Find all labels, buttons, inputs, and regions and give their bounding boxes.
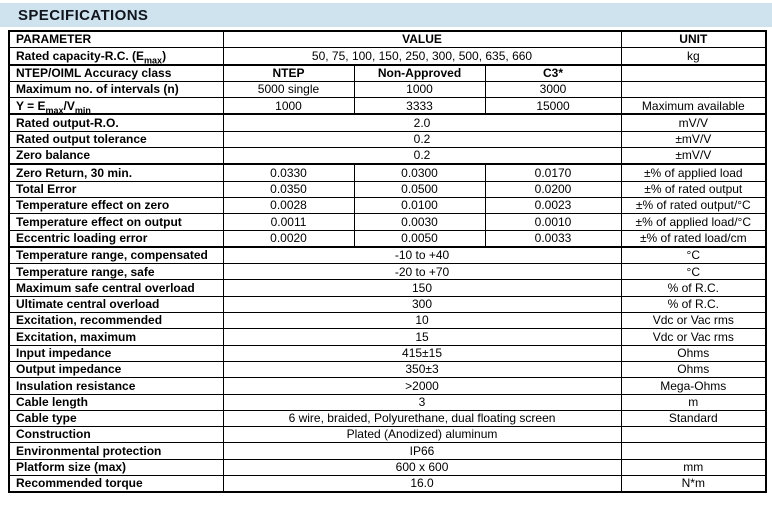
value-cell: 3 [223,394,621,410]
unit-cell: ±% of rated output/°C [621,197,766,213]
value-cell: NTEP [223,65,354,82]
unit-cell [621,81,766,97]
parameter-cell: Platform size (max) [9,459,223,475]
value-cell: 415±15 [223,345,621,361]
unit-cell [621,427,766,443]
table-row [9,476,766,493]
parameter-cell: Construction [9,427,223,443]
value-cell: 16.0 [223,476,621,493]
parameter-cell: Cable type [9,410,223,426]
unit-cell: mV/V [621,114,766,131]
parameter-cell: Output impedance [9,361,223,377]
table-row [9,264,766,280]
value-cell: 0.0300 [354,164,485,181]
parameter-cell: Ultimate central overload [9,296,223,312]
value-cell: 0.0050 [354,230,485,247]
value-cell: 5000 single [223,81,354,97]
value-cell: 600 x 600 [223,459,621,475]
value-cell: 0.0200 [485,181,621,197]
table-row [9,427,766,443]
unit-cell: kg [621,48,766,65]
value-cell: 3333 [354,98,485,115]
value-cell: 0.0028 [223,197,354,213]
table-row [9,410,766,426]
table-row [9,131,766,147]
unit-cell: Vdc or Vac rms [621,329,766,345]
parameter-cell: Maximum safe central overload [9,280,223,296]
unit-cell [621,443,766,459]
unit-cell: Maximum available [621,98,766,115]
unit-cell: Ohms [621,361,766,377]
value-cell: 15 [223,329,621,345]
table-row [9,164,766,181]
table-row [9,459,766,475]
table-header-row [9,31,766,48]
table-row [9,214,766,230]
unit-cell [621,65,766,82]
unit-cell: ±% of applied load/°C [621,214,766,230]
table-row [9,329,766,345]
table-row [9,313,766,329]
parameter-cell: Recommended torque [9,476,223,493]
parameter-cell: Excitation, maximum [9,329,223,345]
value-cell: 10 [223,313,621,329]
value-cell: 0.0030 [354,214,485,230]
value-cell: Non-Approved [354,65,485,82]
parameter-cell: NTEP/OIML Accuracy class [9,65,223,82]
unit-cell: mm [621,459,766,475]
table-row [9,394,766,410]
value-cell: 0.0011 [223,214,354,230]
unit-cell: % of R.C. [621,280,766,296]
value-cell: 0.2 [223,131,621,147]
value-cell: 0.0350 [223,181,354,197]
value-cell: 15000 [485,98,621,115]
unit-cell: ±% of applied load [621,164,766,181]
parameter-cell: Temperature effect on zero [9,197,223,213]
table-row [9,378,766,394]
unit-cell: Mega-Ohms [621,378,766,394]
table-row [9,65,766,82]
parameter-cell: Cable length [9,394,223,410]
unit-cell: N*m [621,476,766,493]
header-value: VALUE [223,31,621,48]
parameter-cell: Zero Return, 30 min. [9,164,223,181]
unit-cell: ±% of rated load/cm [621,230,766,247]
unit-cell: Standard [621,410,766,426]
parameter-cell: Temperature range, safe [9,264,223,280]
value-cell: 150 [223,280,621,296]
spec-table-body [9,48,766,493]
value-cell: -20 to +70 [223,264,621,280]
parameter-cell: Input impedance [9,345,223,361]
value-cell: 1000 [223,98,354,115]
unit-cell: % of R.C. [621,296,766,312]
table-row [9,197,766,213]
parameter-cell: Excitation, recommended [9,313,223,329]
value-cell: 3000 [485,81,621,97]
parameter-cell: Rated output-R.O. [9,114,223,131]
table-row [9,98,766,115]
table-row [9,361,766,377]
value-cell: 0.0033 [485,230,621,247]
section-title: SPECIFICATIONS [18,6,149,24]
value-cell: 0.0330 [223,164,354,181]
value-cell: 0.0023 [485,197,621,213]
value-cell: 300 [223,296,621,312]
value-cell: 0.0020 [223,230,354,247]
table-row [9,230,766,247]
parameter-cell: Eccentric loading error [9,230,223,247]
value-cell: 2.0 [223,114,621,131]
parameter-cell: Maximum no. of intervals (n) [9,81,223,97]
table-row [9,114,766,131]
value-cell: Plated (Anodized) aluminum [223,427,621,443]
table-row [9,181,766,197]
section-title-bar [0,3,772,27]
unit-cell: Ohms [621,345,766,361]
unit-cell: °C [621,247,766,264]
parameter-cell: Total Error [9,181,223,197]
unit-cell: ±% of rated output [621,181,766,197]
table-row [9,280,766,296]
parameter-cell: Temperature effect on output [9,214,223,230]
header-parameter: PARAMETER [9,31,223,48]
parameter-cell: $Y = E_{max}/V_{min}$ [9,98,223,115]
table-row [9,443,766,459]
value-cell: 50, 75, 100, 150, 250, 300, 500, 635, 660 [223,48,621,65]
unit-cell: °C [621,264,766,280]
header-unit: UNIT [621,31,766,48]
parameter-cell: Zero balance [9,148,223,165]
unit-cell: ±mV/V [621,148,766,165]
parameter-cell: Rated output tolerance [9,131,223,147]
table-row [9,247,766,264]
table-row [9,345,766,361]
value-cell: >2000 [223,378,621,394]
parameter-cell: Environmental protection [9,443,223,459]
value-cell: 6 wire, braided, Polyurethane, dual floating screen [223,410,621,426]
unit-cell: Vdc or Vac rms [621,313,766,329]
specifications-table [8,30,767,493]
unit-cell: ±mV/V [621,131,766,147]
value-cell: 0.0500 [354,181,485,197]
value-cell: 0.2 [223,148,621,165]
value-cell: C3* [485,65,621,82]
table-row [9,48,766,65]
table-row [9,148,766,165]
value-cell: 1000 [354,81,485,97]
table-row [9,296,766,312]
value-cell: 0.0170 [485,164,621,181]
value-cell: 0.0100 [354,197,485,213]
value-cell: 350±3 [223,361,621,377]
parameter-cell: Rated capacity-R.C. $(E_{max})$ [9,48,223,65]
table-row [9,81,766,97]
parameter-cell: Temperature range, compensated [9,247,223,264]
value-cell: 0.0010 [485,214,621,230]
value-cell: IP66 [223,443,621,459]
value-cell: -10 to +40 [223,247,621,264]
unit-cell: m [621,394,766,410]
parameter-cell: Insulation resistance [9,378,223,394]
